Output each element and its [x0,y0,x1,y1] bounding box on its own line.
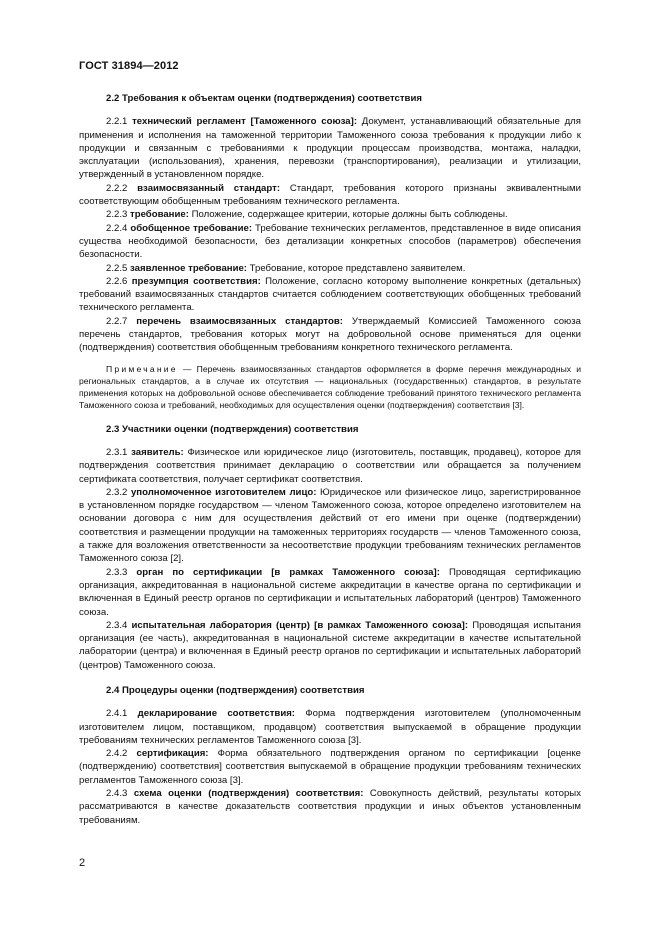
term-name: требование: [130,209,189,221]
page-number: 2 [79,857,86,869]
term-number: 2.3.1 [106,446,128,458]
term-name: испытательная лаборатория (центр) [в рамках Таможенного союза]: [131,619,469,631]
section-heading: 2.2 Требования к объектам оценки (подтверждения) соответствия [106,93,422,104]
term-entry [79,115,581,181]
term-entry [79,222,581,262]
term-number: 2.2.1 [106,116,128,128]
term-name: декларирование соответствия: [137,708,296,720]
term-definition: Совокупность действий, результаты которых рассматриваются в качестве доказательств соответствия продукции и иных объектов установленным требованиям. [79,788,581,826]
term-entry [79,619,581,672]
term-number: 2.4.1 [106,708,128,720]
term-entry [79,182,581,209]
term-name: схема оценки (подтверждения) соответствия: [133,788,364,800]
term-definition: Юридическое или физическое лицо, зарегистрированное в установленном порядке государством — членом Таможенного союза, которое определено изготовителем на основании договора с ним для осуществления действий от его имени при оценке (подтверждении) соответствия и размещении продукции на таможенных территориях государств — членов Таможенного союза, а также для возложения ответственности за несоответствие продукции требованиям технических регламентов Таможенного союза [2]. [79,486,581,565]
term-entry [79,747,581,787]
term-definition: Проводящая испытания организация (ее часть), аккредитованная в национальной системе аккредитации в качестве испытательной лаборатории (центра) и включенная в Единый реестр органов по сертификации и испытательных лабораторий (центров) Таможенного союза. [79,619,581,671]
term-number: 2.4.3 [106,788,128,800]
note [79,363,581,411]
term-definition: Документ, устанавливающий обязательные для применения и исполнения на таможенной территории Таможенного союза требования к продукции либо к продукции и связанным с требованиями к продукции процессам производства, монтажа, наладки, эксплуатации (использования), хранения, перевозки (транспортирования), реализации и утилизации, утвержденный в установленном порядке. [79,116,581,181]
term-definition: Форма обязательного подтверждения органом по сертификации [оценке (подтверждению) соответствия] соответствия выпускаемой в обращение продукции требованиям технических регламентов Таможенного союза [3]. [79,748,581,786]
term-name: сертификация: [136,748,209,760]
term-number: 2.3.2 [106,486,128,498]
term-name: орган по сертификации [в рамках Таможенного союза]: [136,566,440,578]
term-name: технический регламент [Таможенного союза]: [132,116,358,128]
note-text: — Перечень взаимосвязанных стандартов оформляется в форме перечня международных и региональных стандартов, а в случае их отсутствия — национальных (государственных) стандартов, в результате применения которых на добровольной основе обеспечивается соблюдение требований принятого технического регламента Таможенного союза и требований, необходимых для осуществления оценки (подтверждения) соответствия [3]. [79,363,582,410]
document-body [79,92,581,827]
term-name: заявленное требование: [130,262,247,274]
section-heading: 2.4 Процедуры оценки (подтверждения) соответствия [106,684,365,696]
term-entry [79,486,581,566]
term-definition: Форма подтверждения изготовителем (уполномоченным изготовителем лицом, поставщиком, продавцом) соответствия выпускаемой в обращение продукции требованиям технических регламентов Таможенного союза [3]. [79,708,582,746]
term-name: перечень взаимосвязанных стандартов: [136,315,343,327]
term-entry [79,275,581,315]
document-header: ГОСТ 31894—2012 [79,60,179,72]
term-definition: Требование, которое представлено заявителем. [249,262,466,274]
term-definition: Физическое или юридическое лицо (изготовитель, поставщик, продавец), которое для подтверждения соответствия принимает декларацию о соответствии или обращается за получением сертификата соответствия, получает сертификат соответствия. [79,446,582,485]
term-number: 2.4.2 [106,748,128,760]
term-entry [79,566,581,619]
term-number: 2.3.3 [106,566,128,578]
term-definition: Положение, согласно которому выполнение конкретных (детальных) требований взаимосвязанных стандартов считается соблюдением соответствующих обобщенных требований технического регламента. [79,275,581,314]
term-definition: Утверждаемый Комиссией Таможенного союза перечень стандартов, требования которых могут на добровольной основе применяться для оценки (подтверждения) соответствия обобщенным требованиям конкретного технического регламента. [79,315,581,354]
note-label: Примечание [106,363,178,374]
term-definition: Стандарт, требования которого признаны эквивалентными соответствующим обобщенным требованиям технического регламента. [79,182,582,208]
term-definition: Проводящая сертификацию организация, аккредитованная в национальной системе аккредитации в качестве органа по сертификации и включенная в Единый реестр органов по сертификации и испытательных лабораторий (центров) Таможенного союза. [79,566,582,618]
term-definition: Требование технических регламентов, представленное в виде описания существа необходимой безопасности, без детализации конкретных способов (параметров) обеспечения безопасности. [79,222,581,261]
term-entry [79,446,581,486]
term-number: 2.2.7 [106,315,128,327]
term-number: 2.2.2 [106,182,128,194]
term-number: 2.3.4 [106,619,128,631]
term-entry [79,315,581,355]
term-name: заявитель: [131,446,184,458]
section-heading: 2.3 Участники оценки (подтверждения) соответствия [106,423,359,435]
term-entry [79,787,581,827]
term-entry [79,707,581,747]
term-number: 2.2.5 [106,262,128,274]
term-entry [79,208,581,221]
term-name: презумпция соответствия: [131,275,261,287]
term-name: уполномоченное изготовителем лицо: [130,486,317,498]
term-name: обобщенное требование: [130,222,253,234]
term-definition: Положение, содержащее критерии, которые должны быть соблюдены. [191,209,508,221]
term-number: 2.2.3 [106,209,128,221]
term-number: 2.2.4 [106,222,128,234]
term-number: 2.2.6 [106,275,128,287]
term-entry [79,262,581,275]
term-name: взаимосвязанный стандарт: [137,182,281,194]
